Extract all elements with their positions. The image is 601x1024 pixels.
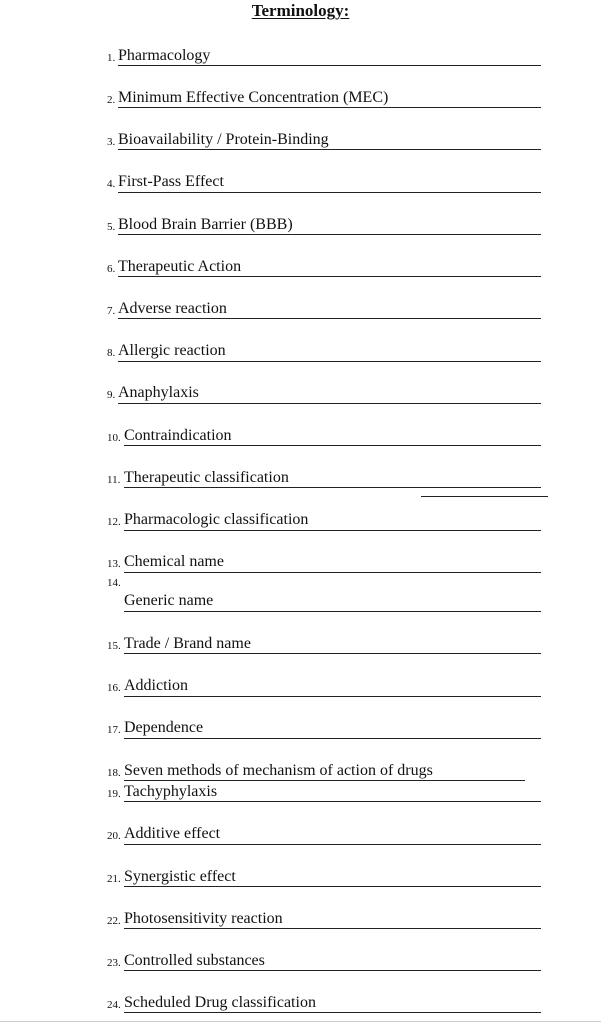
item-term: Generic name [124, 592, 214, 609]
item-term: First-Pass Effect [118, 173, 224, 190]
item-term: Additive effect [124, 825, 221, 842]
page-bottom-edge [0, 1021, 601, 1022]
item-number: 10. [107, 432, 121, 444]
answer-line [118, 192, 541, 193]
answer-line [118, 276, 541, 277]
item-term: Therapeutic classification [124, 469, 289, 486]
item-term: Minimum Effective Concentration (MEC) [118, 89, 389, 106]
item-term: Trade / Brand name [124, 635, 251, 652]
answer-line [118, 318, 541, 319]
answer-line [118, 361, 541, 362]
item-number: 22. [107, 915, 121, 927]
answer-line [124, 572, 541, 573]
answer-line [124, 696, 541, 697]
answer-line [124, 738, 541, 739]
item-number: 8. [107, 347, 116, 359]
item-term: Blood Brain Barrier (BBB) [118, 216, 293, 233]
answer-line [124, 844, 541, 845]
item-number: 6. [107, 263, 116, 275]
item-term: Seven methods of mechanism of action of drugs [124, 762, 433, 779]
item-term: Chemical name [124, 553, 224, 570]
item-term: Photosensitivity reaction [124, 910, 283, 927]
item-number: 17. [107, 724, 121, 736]
answer-line [124, 530, 541, 531]
extra-answer-line [421, 496, 548, 497]
item-number: 9. [107, 389, 116, 401]
item-number: 5. [107, 221, 116, 233]
item-term: Synergistic effect [124, 868, 236, 885]
item-number: 23. [107, 957, 121, 969]
item-number: 4. [107, 178, 116, 190]
item-term: Tachyphylaxis [124, 783, 218, 800]
answer-line [118, 107, 541, 108]
answer-line [124, 801, 541, 802]
answer-line [118, 149, 541, 150]
item-number: 24. [107, 999, 121, 1011]
item-term: Dependence [124, 719, 204, 736]
item-number: 7. [107, 305, 116, 317]
answer-line [118, 65, 541, 66]
item-number: 2. [107, 94, 116, 106]
item-term: Pharmacology [118, 47, 211, 64]
item-number: 15. [107, 640, 121, 652]
item-number: 18. [107, 767, 121, 779]
item-term: Scheduled Drug classification [124, 994, 316, 1011]
page-title: Terminology: [251, 1, 350, 20]
item-term: Anaphylaxis [118, 384, 199, 401]
item-term: Contraindication [124, 427, 232, 444]
item-number: 16. [107, 682, 121, 694]
answer-line [118, 234, 541, 235]
answer-line [124, 970, 541, 971]
item-term: Addiction [124, 677, 188, 694]
item-term: Allergic reaction [118, 342, 226, 359]
item-number: 13. [107, 558, 121, 570]
item-term: Bioavailability / Protein-Binding [118, 131, 329, 148]
answer-line [124, 445, 541, 446]
answer-line [124, 1012, 541, 1013]
item-term: Controlled substances [124, 952, 265, 969]
answer-line [124, 653, 541, 654]
item-number: 20. [107, 830, 121, 842]
item-number: 21. [107, 873, 121, 885]
answer-line [124, 886, 541, 887]
item-term: Pharmacologic classification [124, 511, 309, 528]
answer-line [124, 611, 541, 612]
item-number: 1. [107, 52, 116, 64]
answer-line [118, 403, 541, 404]
item-term: Therapeutic Action [118, 258, 242, 275]
item-number: 14. [107, 577, 121, 589]
answer-line [124, 928, 541, 929]
item-term: Adverse reaction [118, 300, 227, 317]
item-number: 3. [107, 136, 116, 148]
answer-line [124, 780, 525, 781]
answer-line [124, 487, 541, 488]
item-number: 12. [107, 516, 121, 528]
item-number: 11. [107, 474, 121, 486]
item-number: 19. [107, 788, 121, 800]
